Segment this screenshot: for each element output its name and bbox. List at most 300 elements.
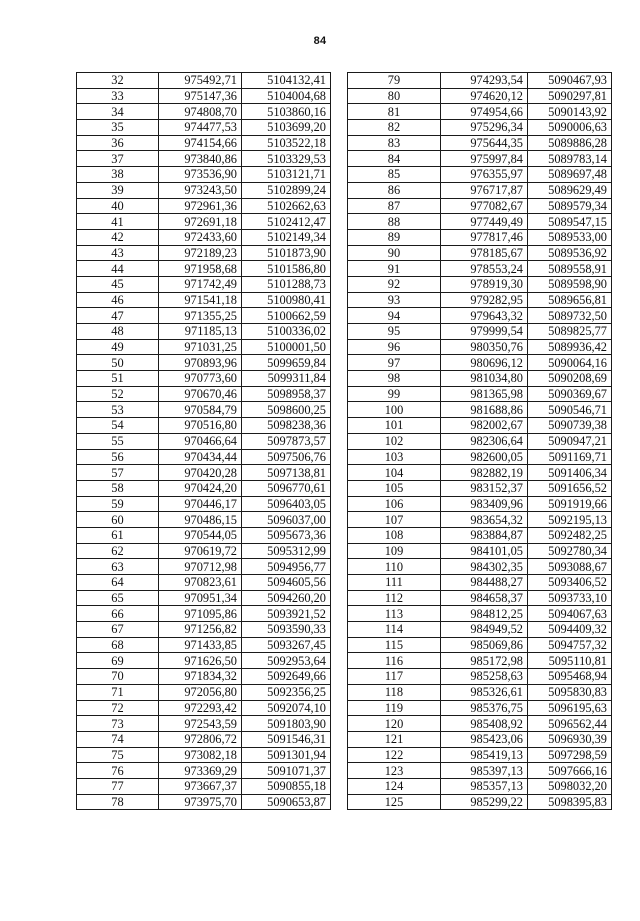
- x-coordinate: 971256,82: [159, 622, 242, 638]
- table-row: [77, 606, 331, 622]
- x-coordinate: 985326,61: [441, 684, 528, 700]
- table-row: [348, 653, 612, 669]
- table-row: [77, 104, 331, 120]
- x-coordinate: 973243,50: [159, 182, 242, 198]
- point-number: 83: [348, 135, 441, 151]
- y-coordinate: 5096562,44: [528, 716, 612, 732]
- x-coordinate: 971626,50: [159, 653, 242, 669]
- point-number: 100: [348, 402, 441, 418]
- x-coordinate: 970434,44: [159, 449, 242, 465]
- table-row: [348, 433, 612, 449]
- y-coordinate: 5089697,48: [528, 167, 612, 183]
- y-coordinate: 5096195,63: [528, 700, 612, 716]
- y-coordinate: 5096403,05: [242, 496, 331, 512]
- y-coordinate: 5091169,71: [528, 449, 612, 465]
- table-row: [348, 480, 612, 496]
- table-row: [348, 700, 612, 716]
- x-coordinate: 984812,25: [441, 606, 528, 622]
- point-number: 104: [348, 465, 441, 481]
- x-coordinate: 970712,98: [159, 559, 242, 575]
- table-row: [348, 465, 612, 481]
- table-row: [77, 465, 331, 481]
- x-coordinate: 972189,23: [159, 245, 242, 261]
- x-coordinate: 985397,13: [441, 763, 528, 779]
- point-number: 33: [77, 88, 159, 104]
- x-coordinate: 978919,30: [441, 276, 528, 292]
- y-coordinate: 5090006,63: [528, 120, 612, 136]
- table-row: [77, 182, 331, 198]
- y-coordinate: 5092482,25: [528, 527, 612, 543]
- x-coordinate: 973667,37: [159, 778, 242, 794]
- point-number: 106: [348, 496, 441, 512]
- y-coordinate: 5089533,00: [528, 229, 612, 245]
- x-coordinate: 985172,98: [441, 653, 528, 669]
- point-number: 46: [77, 292, 159, 308]
- table-row: [77, 622, 331, 638]
- point-number: 70: [77, 669, 159, 685]
- x-coordinate: 975492,71: [159, 73, 242, 89]
- table-row: [348, 684, 612, 700]
- x-coordinate: 977082,67: [441, 198, 528, 214]
- y-coordinate: 5091803,90: [242, 716, 331, 732]
- table-row: [348, 559, 612, 575]
- table-row: [77, 778, 331, 794]
- x-coordinate: 985258,63: [441, 669, 528, 685]
- point-number: 45: [77, 276, 159, 292]
- x-coordinate: 972961,36: [159, 198, 242, 214]
- point-number: 55: [77, 433, 159, 449]
- point-number: 85: [348, 167, 441, 183]
- point-number: 114: [348, 622, 441, 638]
- table-row: [77, 433, 331, 449]
- x-coordinate: 979643,32: [441, 308, 528, 324]
- table-row: [348, 590, 612, 606]
- y-coordinate: 5100001,50: [242, 339, 331, 355]
- table-row: [77, 261, 331, 277]
- x-coordinate: 983654,32: [441, 512, 528, 528]
- point-number: 80: [348, 88, 441, 104]
- point-number: 36: [77, 135, 159, 151]
- point-number: 69: [77, 653, 159, 669]
- x-coordinate: 975147,36: [159, 88, 242, 104]
- y-coordinate: 5096770,61: [242, 480, 331, 496]
- x-coordinate: 977817,46: [441, 229, 528, 245]
- x-coordinate: 972543,59: [159, 716, 242, 732]
- point-number: 40: [77, 198, 159, 214]
- table-row: [77, 292, 331, 308]
- table-row: [348, 73, 612, 89]
- y-coordinate: 5103860,16: [242, 104, 331, 120]
- x-coordinate: 982600,05: [441, 449, 528, 465]
- y-coordinate: 5101288,73: [242, 276, 331, 292]
- point-number: 64: [77, 575, 159, 591]
- table-row: [77, 151, 331, 167]
- point-number: 111: [348, 575, 441, 591]
- table-row: [348, 292, 612, 308]
- x-coordinate: 977449,49: [441, 214, 528, 230]
- point-number: 86: [348, 182, 441, 198]
- y-coordinate: 5104132,41: [242, 73, 331, 89]
- x-coordinate: 981365,98: [441, 386, 528, 402]
- coordinates-table-right: [347, 72, 612, 810]
- point-number: 94: [348, 308, 441, 324]
- x-coordinate: 972293,42: [159, 700, 242, 716]
- point-number: 49: [77, 339, 159, 355]
- x-coordinate: 978185,67: [441, 245, 528, 261]
- point-number: 43: [77, 245, 159, 261]
- table-row: [348, 606, 612, 622]
- point-number: 96: [348, 339, 441, 355]
- x-coordinate: 976355,97: [441, 167, 528, 183]
- point-number: 79: [348, 73, 441, 89]
- x-coordinate: 984302,35: [441, 559, 528, 575]
- table-row: [348, 669, 612, 685]
- table-row: [77, 229, 331, 245]
- x-coordinate: 970446,17: [159, 496, 242, 512]
- coordinates-table-left: [76, 72, 331, 810]
- y-coordinate: 5095312,99: [242, 543, 331, 559]
- point-number: 35: [77, 120, 159, 136]
- y-coordinate: 5091301,94: [242, 747, 331, 763]
- y-coordinate: 5089656,81: [528, 292, 612, 308]
- point-number: 61: [77, 527, 159, 543]
- point-number: 60: [77, 512, 159, 528]
- table-row: [348, 794, 612, 810]
- point-number: 90: [348, 245, 441, 261]
- table-row: [348, 355, 612, 371]
- y-coordinate: 5090653,87: [242, 794, 331, 810]
- y-coordinate: 5090947,21: [528, 433, 612, 449]
- x-coordinate: 970823,61: [159, 575, 242, 591]
- y-coordinate: 5100662,59: [242, 308, 331, 324]
- y-coordinate: 5093921,52: [242, 606, 331, 622]
- x-coordinate: 985357,13: [441, 778, 528, 794]
- point-number: 42: [77, 229, 159, 245]
- table-row: [77, 575, 331, 591]
- x-coordinate: 970951,34: [159, 590, 242, 606]
- x-coordinate: 970466,64: [159, 433, 242, 449]
- table-row: [77, 527, 331, 543]
- y-coordinate: 5095110,81: [528, 653, 612, 669]
- x-coordinate: 972056,80: [159, 684, 242, 700]
- x-coordinate: 974620,12: [441, 88, 528, 104]
- table-row: [348, 747, 612, 763]
- x-coordinate: 974954,66: [441, 104, 528, 120]
- point-number: 123: [348, 763, 441, 779]
- y-coordinate: 5100336,02: [242, 324, 331, 340]
- x-coordinate: 971834,32: [159, 669, 242, 685]
- y-coordinate: 5089547,15: [528, 214, 612, 230]
- y-coordinate: 5102149,34: [242, 229, 331, 245]
- x-coordinate: 970516,80: [159, 418, 242, 434]
- point-number: 88: [348, 214, 441, 230]
- point-number: 37: [77, 151, 159, 167]
- point-number: 113: [348, 606, 441, 622]
- point-number: 124: [348, 778, 441, 794]
- table-row: [77, 763, 331, 779]
- table-row: [348, 104, 612, 120]
- point-number: 97: [348, 355, 441, 371]
- point-number: 48: [77, 324, 159, 340]
- point-number: 98: [348, 371, 441, 387]
- y-coordinate: 5095673,36: [242, 527, 331, 543]
- x-coordinate: 973536,90: [159, 167, 242, 183]
- y-coordinate: 5093088,67: [528, 559, 612, 575]
- y-coordinate: 5092649,66: [242, 669, 331, 685]
- x-coordinate: 970773,60: [159, 371, 242, 387]
- table-row: [348, 386, 612, 402]
- table-row: [348, 214, 612, 230]
- table-row: [348, 245, 612, 261]
- x-coordinate: 971095,86: [159, 606, 242, 622]
- coordinates-table-right-body: [348, 73, 612, 810]
- y-coordinate: 5089536,92: [528, 245, 612, 261]
- point-number: 101: [348, 418, 441, 434]
- table-row: [348, 778, 612, 794]
- y-coordinate: 5090546,71: [528, 402, 612, 418]
- table-row: [348, 716, 612, 732]
- table-row: [348, 229, 612, 245]
- point-number: 78: [77, 794, 159, 810]
- table-row: [348, 637, 612, 653]
- point-number: 120: [348, 716, 441, 732]
- table-row: [77, 167, 331, 183]
- point-number: 89: [348, 229, 441, 245]
- table-row: [77, 88, 331, 104]
- point-number: 32: [77, 73, 159, 89]
- point-number: 50: [77, 355, 159, 371]
- y-coordinate: 5092074,10: [242, 700, 331, 716]
- point-number: 73: [77, 716, 159, 732]
- point-number: 108: [348, 527, 441, 543]
- table-row: [348, 88, 612, 104]
- table-row: [77, 590, 331, 606]
- x-coordinate: 976717,87: [441, 182, 528, 198]
- point-number: 95: [348, 324, 441, 340]
- point-number: 76: [77, 763, 159, 779]
- table-row: [348, 402, 612, 418]
- point-number: 53: [77, 402, 159, 418]
- y-coordinate: 5089936,42: [528, 339, 612, 355]
- table-row: [77, 669, 331, 685]
- table-row: [77, 794, 331, 810]
- x-coordinate: 970544,05: [159, 527, 242, 543]
- point-number: 92: [348, 276, 441, 292]
- x-coordinate: 971742,49: [159, 276, 242, 292]
- point-number: 58: [77, 480, 159, 496]
- point-number: 81: [348, 104, 441, 120]
- y-coordinate: 5098958,37: [242, 386, 331, 402]
- y-coordinate: 5091656,52: [528, 480, 612, 496]
- y-coordinate: 5089886,28: [528, 135, 612, 151]
- x-coordinate: 973840,86: [159, 151, 242, 167]
- y-coordinate: 5090064,16: [528, 355, 612, 371]
- y-coordinate: 5094757,32: [528, 637, 612, 653]
- table-row: [348, 324, 612, 340]
- table-row: [348, 575, 612, 591]
- point-number: 121: [348, 731, 441, 747]
- x-coordinate: 982002,67: [441, 418, 528, 434]
- point-number: 77: [77, 778, 159, 794]
- y-coordinate: 5089558,91: [528, 261, 612, 277]
- point-number: 93: [348, 292, 441, 308]
- y-coordinate: 5092356,25: [242, 684, 331, 700]
- y-coordinate: 5093267,45: [242, 637, 331, 653]
- point-number: 67: [77, 622, 159, 638]
- table-row: [348, 512, 612, 528]
- table-row: [77, 276, 331, 292]
- y-coordinate: 5099659,84: [242, 355, 331, 371]
- x-coordinate: 972433,60: [159, 229, 242, 245]
- table-row: [77, 480, 331, 496]
- table-row: [348, 543, 612, 559]
- point-number: 56: [77, 449, 159, 465]
- x-coordinate: 974154,66: [159, 135, 242, 151]
- y-coordinate: 5101586,80: [242, 261, 331, 277]
- y-coordinate: 5089629,49: [528, 182, 612, 198]
- x-coordinate: 971185,13: [159, 324, 242, 340]
- x-coordinate: 971433,85: [159, 637, 242, 653]
- y-coordinate: 5094409,32: [528, 622, 612, 638]
- x-coordinate: 985423,06: [441, 731, 528, 747]
- point-number: 118: [348, 684, 441, 700]
- x-coordinate: 981688,86: [441, 402, 528, 418]
- x-coordinate: 983884,87: [441, 527, 528, 543]
- y-coordinate: 5102412,47: [242, 214, 331, 230]
- x-coordinate: 974477,53: [159, 120, 242, 136]
- table-row: [77, 308, 331, 324]
- table-row: [348, 167, 612, 183]
- table-row: [348, 135, 612, 151]
- y-coordinate: 5093590,33: [242, 622, 331, 638]
- table-row: [77, 449, 331, 465]
- x-coordinate: 985069,86: [441, 637, 528, 653]
- y-coordinate: 5093406,52: [528, 575, 612, 591]
- table-row: [348, 731, 612, 747]
- y-coordinate: 5092195,13: [528, 512, 612, 528]
- coordinates-table-left-body: [77, 73, 331, 810]
- table-row: [348, 496, 612, 512]
- table-row: [77, 637, 331, 653]
- point-number: 68: [77, 637, 159, 653]
- y-coordinate: 5094956,77: [242, 559, 331, 575]
- y-coordinate: 5089825,77: [528, 324, 612, 340]
- y-coordinate: 5094067,63: [528, 606, 612, 622]
- table-row: [77, 73, 331, 89]
- y-coordinate: 5096037,00: [242, 512, 331, 528]
- x-coordinate: 973975,70: [159, 794, 242, 810]
- y-coordinate: 5103121,71: [242, 167, 331, 183]
- x-coordinate: 970584,79: [159, 402, 242, 418]
- x-coordinate: 984101,05: [441, 543, 528, 559]
- x-coordinate: 985376,75: [441, 700, 528, 716]
- y-coordinate: 5095468,94: [528, 669, 612, 685]
- table-row: [77, 339, 331, 355]
- point-number: 57: [77, 465, 159, 481]
- x-coordinate: 970893,96: [159, 355, 242, 371]
- table-row: [77, 120, 331, 136]
- y-coordinate: 5091406,34: [528, 465, 612, 481]
- x-coordinate: 982882,19: [441, 465, 528, 481]
- x-coordinate: 983409,96: [441, 496, 528, 512]
- y-coordinate: 5104004,68: [242, 88, 331, 104]
- point-number: 39: [77, 182, 159, 198]
- x-coordinate: 984658,37: [441, 590, 528, 606]
- y-coordinate: 5089732,50: [528, 308, 612, 324]
- point-number: 105: [348, 480, 441, 496]
- y-coordinate: 5097298,59: [528, 747, 612, 763]
- table-row: [77, 402, 331, 418]
- y-coordinate: 5089579,34: [528, 198, 612, 214]
- table-row: [77, 214, 331, 230]
- point-number: 63: [77, 559, 159, 575]
- table-row: [77, 559, 331, 575]
- x-coordinate: 985408,92: [441, 716, 528, 732]
- point-number: 112: [348, 590, 441, 606]
- table-row: [77, 324, 331, 340]
- y-coordinate: 5090467,93: [528, 73, 612, 89]
- y-coordinate: 5097138,81: [242, 465, 331, 481]
- point-number: 66: [77, 606, 159, 622]
- table-row: [77, 747, 331, 763]
- table-row: [348, 308, 612, 324]
- y-coordinate: 5090739,38: [528, 418, 612, 434]
- y-coordinate: 5098238,36: [242, 418, 331, 434]
- point-number: 72: [77, 700, 159, 716]
- table-row: [348, 120, 612, 136]
- y-coordinate: 5090143,92: [528, 104, 612, 120]
- point-number: 99: [348, 386, 441, 402]
- y-coordinate: 5103699,20: [242, 120, 331, 136]
- point-number: 65: [77, 590, 159, 606]
- table-row: [77, 198, 331, 214]
- y-coordinate: 5093733,10: [528, 590, 612, 606]
- y-coordinate: 5091546,31: [242, 731, 331, 747]
- x-coordinate: 970619,72: [159, 543, 242, 559]
- x-coordinate: 980696,12: [441, 355, 528, 371]
- point-number: 117: [348, 669, 441, 685]
- point-number: 75: [77, 747, 159, 763]
- point-number: 52: [77, 386, 159, 402]
- x-coordinate: 975296,34: [441, 120, 528, 136]
- x-coordinate: 983152,37: [441, 480, 528, 496]
- y-coordinate: 5095830,83: [528, 684, 612, 700]
- table-row: [348, 339, 612, 355]
- y-coordinate: 5089598,90: [528, 276, 612, 292]
- y-coordinate: 5102662,63: [242, 198, 331, 214]
- x-coordinate: 975997,84: [441, 151, 528, 167]
- x-coordinate: 970420,28: [159, 465, 242, 481]
- table-row: [348, 763, 612, 779]
- table-row: [77, 731, 331, 747]
- point-number: 115: [348, 637, 441, 653]
- x-coordinate: 972806,72: [159, 731, 242, 747]
- x-coordinate: 973082,18: [159, 747, 242, 763]
- table-row: [77, 496, 331, 512]
- y-coordinate: 5103522,18: [242, 135, 331, 151]
- table-row: [77, 245, 331, 261]
- y-coordinate: 5099311,84: [242, 371, 331, 387]
- table-row: [77, 371, 331, 387]
- y-coordinate: 5090369,67: [528, 386, 612, 402]
- point-number: 34: [77, 104, 159, 120]
- y-coordinate: 5090208,69: [528, 371, 612, 387]
- point-number: 38: [77, 167, 159, 183]
- y-coordinate: 5101873,90: [242, 245, 331, 261]
- x-coordinate: 972691,18: [159, 214, 242, 230]
- x-coordinate: 980350,76: [441, 339, 528, 355]
- table-row: [348, 198, 612, 214]
